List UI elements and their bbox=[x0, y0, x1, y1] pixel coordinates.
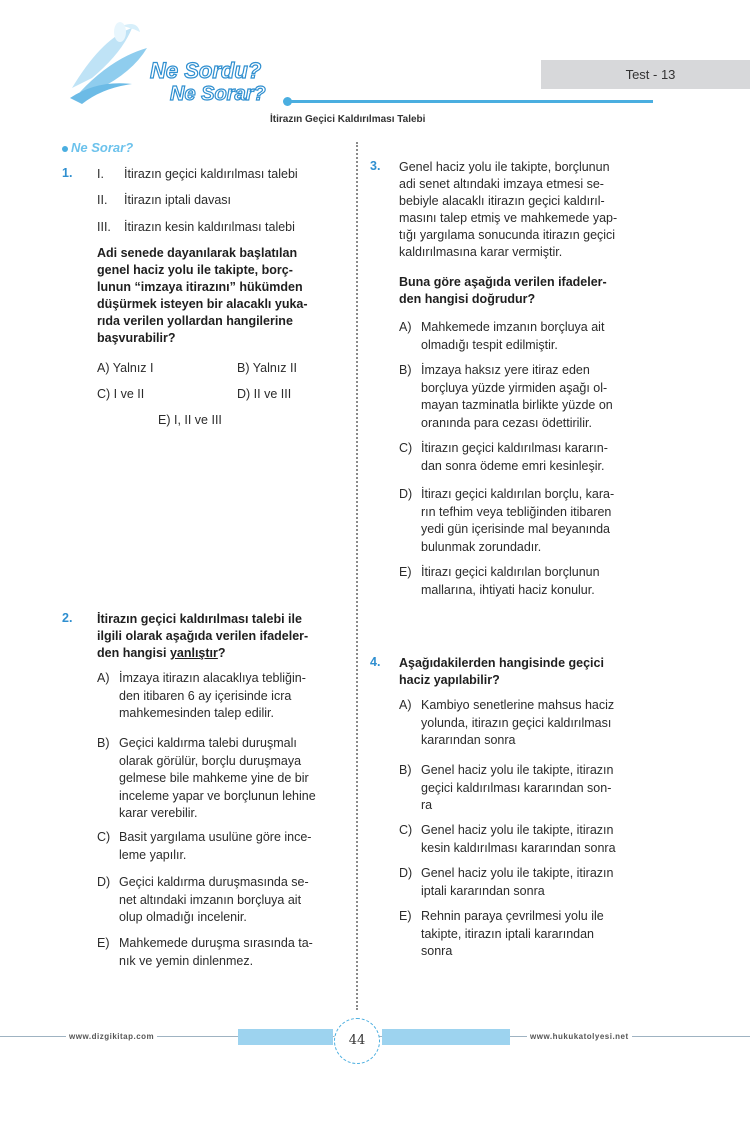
option-line: iptali kararından sonra bbox=[421, 883, 545, 898]
q3-stem bbox=[399, 274, 651, 308]
option-letter: D) bbox=[97, 875, 111, 889]
option-line: Genel haciz yolu ile takipte, itirazın bbox=[421, 866, 614, 880]
option-line: Genel haciz yolu ile takipte, itirazın bbox=[421, 823, 614, 837]
q1-option-a[interactable]: A) Yalnız I bbox=[97, 361, 154, 375]
q1-roman-1: I. bbox=[97, 167, 104, 181]
q3-option-e[interactable] bbox=[399, 564, 651, 599]
option-line: gelmese bile mahkeme yine de bir bbox=[119, 771, 309, 785]
option-line: Genel haciz yolu ile takipte, itirazın bbox=[421, 763, 614, 777]
q3-intro-line: masını talep etmiş ve mahkemede yap- bbox=[399, 211, 618, 225]
option-line: Rehnin paraya çevrilmesi yolu ile bbox=[421, 909, 604, 923]
q1-roman-2: II. bbox=[97, 193, 108, 207]
q3-intro-line: adi senet altındaki imzaya etmesi se- bbox=[399, 177, 604, 191]
footer-url-left[interactable]: www.dizgikitap.com bbox=[66, 1032, 157, 1041]
q2-stem-underlined: yanlıştır bbox=[169, 646, 218, 660]
q4-option-b[interactable] bbox=[399, 762, 651, 815]
q1-stem-line: düşürmek isteyen bir alacaklı yuka- bbox=[97, 297, 308, 311]
option-letter: C) bbox=[97, 830, 111, 844]
option-line: Mahkemede imzanın borçluya ait bbox=[421, 320, 605, 334]
q2-stem-line: ilgili olarak aşağıda verilen ifadeler- bbox=[97, 629, 309, 643]
ne-sordu-ne-sorar-logo bbox=[62, 18, 302, 113]
q1-item-2: İtirazın iptali davası bbox=[124, 193, 231, 207]
test-number-box bbox=[541, 60, 750, 89]
q2-stem-line: İtirazın geçici kaldırılması talebi ile bbox=[97, 612, 302, 626]
footer-url-right[interactable]: www.hukukatolyesi.net bbox=[527, 1032, 632, 1041]
bullet-dot bbox=[62, 146, 68, 152]
option-line: den itibaren 6 ay içerisinde icra bbox=[119, 688, 292, 703]
question-1-number: 1. bbox=[62, 166, 73, 180]
question-2-number: 2. bbox=[62, 611, 73, 625]
q2-option-d[interactable] bbox=[97, 874, 349, 927]
q2-stem-suffix: ? bbox=[217, 646, 226, 660]
logo-text-ne-sordu: Ne Sordu? bbox=[150, 58, 262, 83]
q4-option-c[interactable] bbox=[399, 822, 651, 857]
q1-item-1: İtirazın geçici kaldırılması talebi bbox=[124, 167, 298, 181]
option-letter: A) bbox=[399, 698, 412, 712]
q1-roman-3: III. bbox=[97, 220, 111, 234]
q2-option-b[interactable] bbox=[97, 735, 349, 823]
option-line: sonra bbox=[421, 944, 453, 958]
q2-stem-line-last bbox=[97, 645, 349, 662]
option-letter: C) bbox=[399, 823, 413, 837]
option-line: bulunmak zorundadır. bbox=[421, 539, 542, 554]
q3-option-a[interactable] bbox=[399, 319, 651, 354]
option-line: olup olmadığı incelenir. bbox=[119, 910, 247, 924]
q1-stem-line: genel haciz yolu ile takipte, borç- bbox=[97, 263, 293, 277]
option-line: karar verebilir. bbox=[119, 806, 198, 820]
q1-stem-line: başvurabilir? bbox=[97, 331, 176, 345]
section-title: İtirazın Geçici Kaldırılması Talebi bbox=[270, 114, 426, 125]
q1-stem-line: rıda verilen yollardan hangilerine bbox=[97, 314, 293, 328]
q1-option-d[interactable]: D) II ve III bbox=[237, 387, 292, 401]
q4-stem bbox=[399, 655, 651, 689]
question-4-number: 4. bbox=[370, 655, 381, 669]
q2-option-e[interactable] bbox=[97, 935, 349, 970]
page-number-badge bbox=[334, 1018, 380, 1064]
option-line: inceleme yapar ve borçlunun lehine bbox=[119, 788, 316, 803]
option-letter: C) bbox=[399, 441, 413, 455]
option-line: Geçici kaldırma talebi duruşmalı bbox=[119, 736, 297, 750]
option-letter: D) bbox=[399, 487, 413, 501]
option-line: Mahkemede duruşma sırasında ta- bbox=[119, 936, 313, 950]
option-line: yedi gün içerisinde mal beyanında bbox=[421, 522, 611, 536]
q3-intro-line: tığı yargılama sonucunda itirazın geçici bbox=[399, 228, 616, 242]
q3-stem-line: den hangisi doğrudur? bbox=[399, 292, 536, 306]
header-rule bbox=[290, 100, 653, 103]
option-line: takipte, itirazın iptali kararından bbox=[421, 926, 595, 941]
option-line: İtirazı geçici kaldırılan borçlu, kara- bbox=[421, 487, 615, 501]
option-line: İmzaya haksız yere itiraz eden bbox=[421, 363, 590, 377]
q2-stem-prefix: den hangisi bbox=[97, 646, 170, 660]
test-label: Test - 13 bbox=[625, 67, 676, 82]
option-line: İtirazın geçici kaldırılması kararın- bbox=[421, 441, 608, 455]
q1-stem-line: lunun “imzaya itirazını” hükümden bbox=[97, 280, 303, 294]
option-line: Kambiyo senetlerine mahsus haciz bbox=[421, 698, 615, 712]
q3-option-b[interactable] bbox=[399, 362, 651, 432]
option-line: mayan tazminatla birlikte yüzde on bbox=[421, 398, 613, 412]
option-letter: E) bbox=[399, 909, 412, 923]
q3-option-d[interactable] bbox=[399, 486, 651, 556]
option-line: rın tefhim veya tebliğinden itibaren bbox=[421, 504, 612, 519]
question-3-number: 3. bbox=[370, 159, 381, 173]
option-letter: D) bbox=[399, 866, 413, 880]
logo-text-ne-sorar: Ne Sorar? bbox=[170, 83, 266, 105]
option-line: geçici kaldırılması kararından son- bbox=[421, 780, 612, 795]
q3-stem-line: Buna göre aşağıda verilen ifadeler- bbox=[399, 275, 607, 289]
q4-stem-line: haciz yapılabilir? bbox=[399, 673, 500, 687]
option-line: mallarına, ihtiyati haciz konulur. bbox=[421, 582, 595, 597]
option-letter: B) bbox=[399, 763, 412, 777]
option-line: net altındaki imzanın borçluya ait bbox=[119, 892, 302, 907]
q2-option-c[interactable] bbox=[97, 829, 349, 864]
column-divider bbox=[356, 142, 358, 1010]
footer-bar-right bbox=[382, 1029, 510, 1045]
option-line: dan sonra ödeme emri kesinleşir. bbox=[421, 458, 605, 473]
option-line: İtirazı geçici kaldırılan borçlunun bbox=[421, 565, 600, 579]
option-line: olarak görülür, borçlu duruşmaya bbox=[119, 753, 302, 768]
option-line: olmadığı tespit edilmiştir. bbox=[421, 337, 558, 352]
ne-sorar-text: Ne Sorar? bbox=[71, 140, 134, 155]
q3-intro-line: bebiyle alacaklı itirazın geçici kaldırıl- bbox=[399, 194, 605, 208]
q1-option-b[interactable]: B) Yalnız II bbox=[237, 361, 297, 375]
q3-intro-line: kaldırılmasına karar vermiştir. bbox=[399, 245, 563, 259]
q1-stem-line: Adi senede dayanılarak başlatılan bbox=[97, 246, 298, 260]
option-line: oranında para cezası ödettirilir. bbox=[421, 415, 592, 430]
option-letter: B) bbox=[97, 736, 110, 750]
q4-option-d[interactable] bbox=[399, 865, 651, 900]
q3-intro-line: Genel haciz yolu ile takipte, borçlunun bbox=[399, 160, 610, 174]
option-line: yolunda, itirazın geçici kaldırılması bbox=[421, 715, 612, 730]
q4-option-e[interactable] bbox=[399, 908, 651, 961]
q1-option-c[interactable]: C) I ve II bbox=[97, 387, 145, 401]
option-line: İmzaya itirazın alacaklıya tebliğin- bbox=[119, 671, 306, 685]
q2-stem bbox=[97, 611, 349, 662]
option-line: borçluya yüzde yirmiden aşağı ol- bbox=[421, 380, 608, 395]
option-letter: A) bbox=[399, 320, 412, 334]
option-letter: B) bbox=[399, 363, 412, 377]
option-line: ra bbox=[421, 798, 433, 812]
q1-stem bbox=[97, 245, 347, 347]
q3-option-c[interactable] bbox=[399, 440, 651, 475]
option-line: Geçici kaldırma duruşmasında se- bbox=[119, 875, 309, 889]
option-letter: E) bbox=[399, 565, 412, 579]
q4-option-a[interactable] bbox=[399, 697, 651, 750]
q1-item-3: İtirazın kesin kaldırılması talebi bbox=[124, 220, 295, 234]
option-letter: E) bbox=[97, 936, 110, 950]
q4-stem-line: Aşağıdakilerden hangisinde geçici bbox=[399, 656, 604, 670]
q3-intro bbox=[399, 159, 651, 261]
footer-bar-left bbox=[238, 1029, 333, 1045]
ne-sorar-label bbox=[62, 140, 133, 155]
q1-option-e[interactable]: E) I, II ve III bbox=[158, 413, 222, 427]
option-line: mahkemesinden talep edilir. bbox=[119, 706, 274, 720]
page-number: 44 bbox=[348, 1033, 366, 1048]
option-letter: A) bbox=[97, 671, 110, 685]
option-line: kesin kaldırılması kararından sonra bbox=[421, 840, 616, 855]
option-line: nık ve yemin dinlenmez. bbox=[119, 953, 254, 968]
option-line: kararından sonra bbox=[421, 733, 516, 747]
q2-option-a[interactable] bbox=[97, 670, 349, 723]
option-line: leme yapılır. bbox=[119, 847, 187, 862]
option-line: Basit yargılama usulüne göre ince- bbox=[119, 830, 312, 844]
